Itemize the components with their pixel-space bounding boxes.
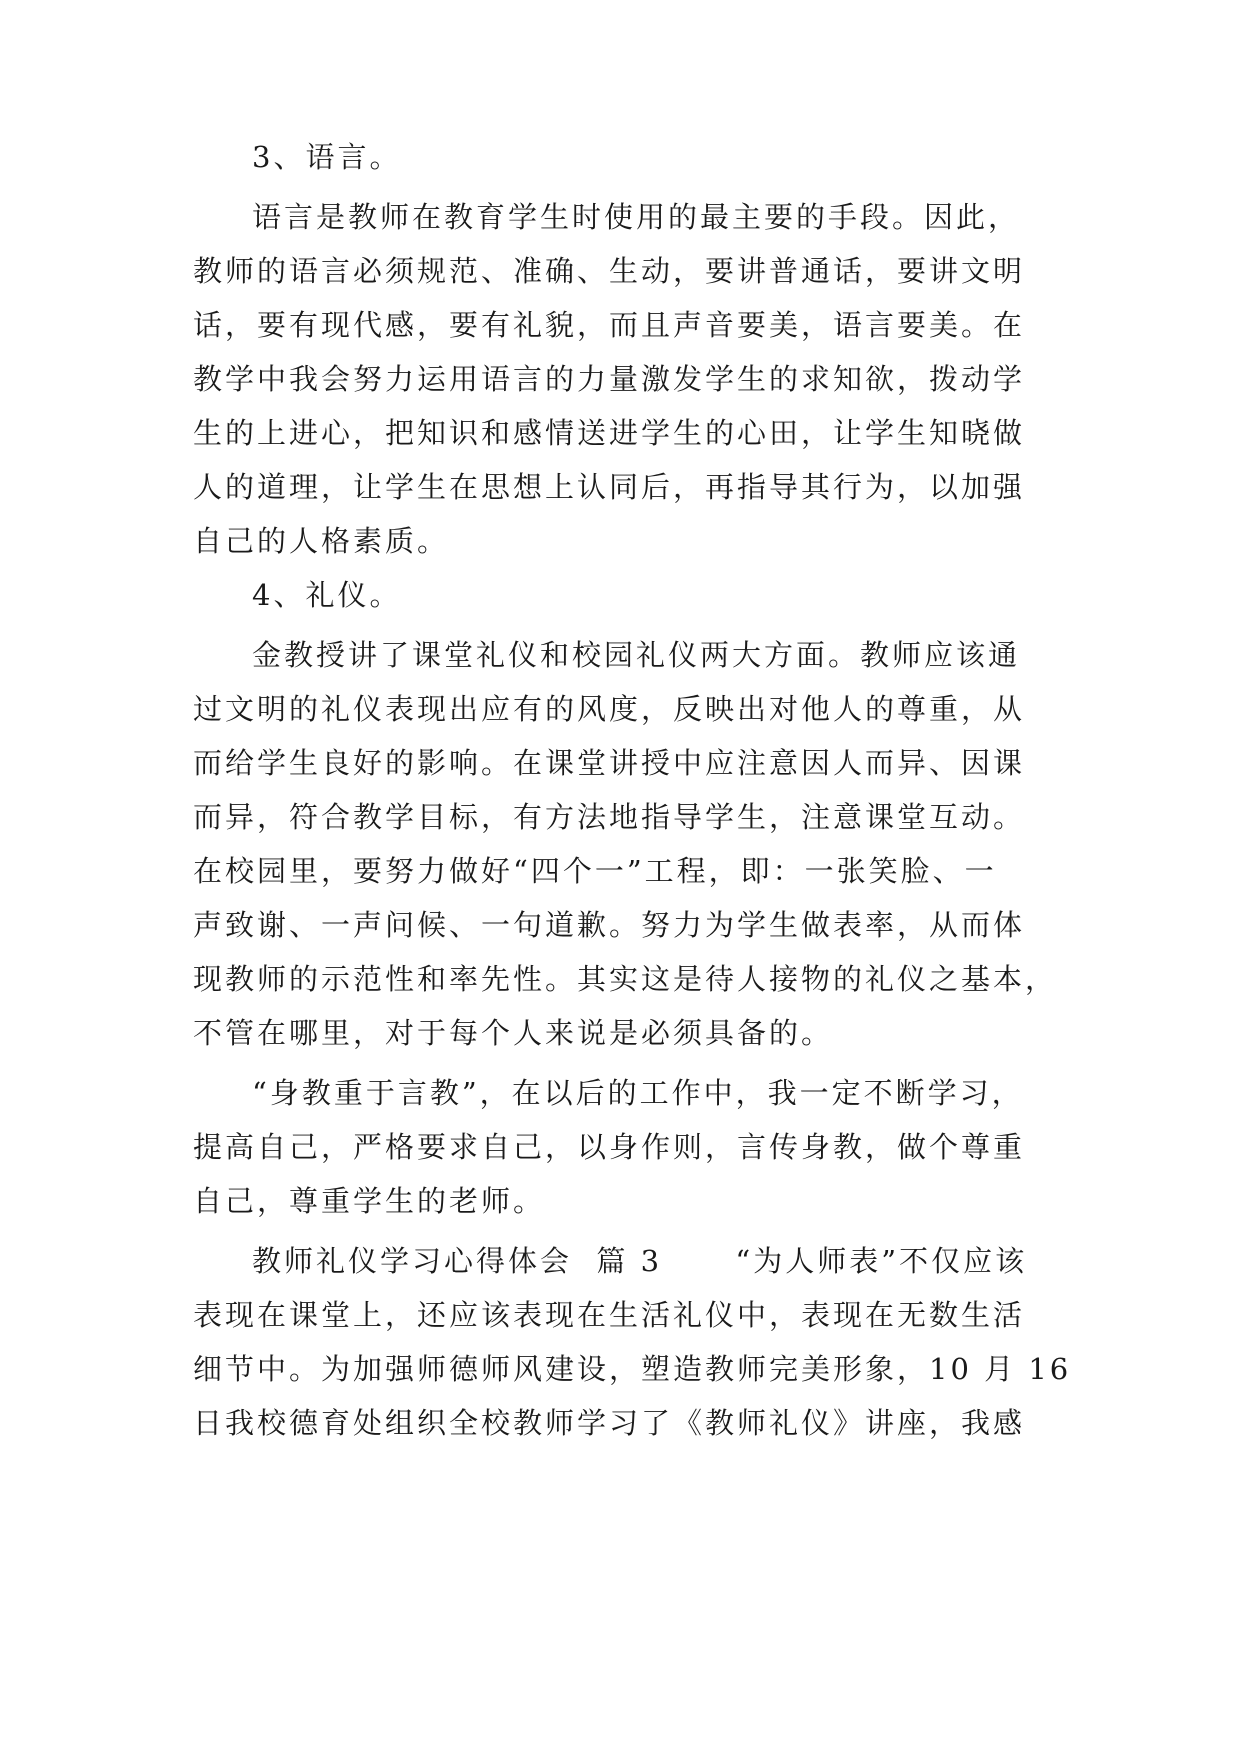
paragraph-line: 语言是教师在教育学生时使用的最主要的手段。因此， (252, 200, 1021, 234)
paragraph-line: 生的上进心，把知识和感情送进学生的心田，让学生知晓做 (193, 416, 1026, 450)
heading-language: 3、语言。 (252, 140, 402, 174)
paragraph-line: 话，要有现代感，要有礼貌，而且声音要美，语言要美。在 (193, 308, 1026, 342)
heading-etiquette: 4、礼仪。 (252, 578, 402, 612)
paragraph-line: 自己，尊重学生的老师。 (193, 1184, 546, 1218)
paragraph-line: 金教授讲了课堂礼仪和校园礼仪两大方面。教师应该通 (252, 638, 1021, 672)
paragraph-line: 而给学生良好的影响。在课堂讲授中应注意因人而异、因课 (193, 746, 1026, 780)
paragraph-line: 教师的语言必须规范、准确、生动，要讲普通话，要讲文明 (193, 254, 1026, 288)
section-title-line: 教师礼仪学习心得体会 篇 3 “为人师表”不仅应该 (252, 1244, 1028, 1278)
paragraph-line: 细节中。为加强师德师风建设，塑造教师完美形象，10 月 16 (193, 1352, 1072, 1386)
paragraph-line: 在校园里，要努力做好“四个一”工程，即：一张笑脸、一 (193, 854, 997, 888)
paragraph-line: 教学中我会努力运用语言的力量激发学生的求知欲，拨动学 (193, 362, 1026, 396)
paragraph-line: 自己的人格素质。 (193, 524, 450, 558)
paragraph-line: 表现在课堂上，还应该表现在生活礼仪中，表现在无数生活 (193, 1298, 1026, 1332)
paragraph-line: 日我校德育处组织全校教师学习了《教师礼仪》讲座，我感 (193, 1406, 1026, 1440)
paragraph-line: 提高自己，严格要求自己，以身作则，言传身教，做个尊重 (193, 1130, 1026, 1164)
paragraph-line: “身教重于言教”，在以后的工作中，我一定不断学习， (252, 1076, 1024, 1110)
paragraph-line: 而异，符合教学目标，有方法地指导学生，注意课堂互动。 (193, 800, 1026, 834)
paragraph-line: 过文明的礼仪表现出应有的风度，反映出对他人的尊重，从 (193, 692, 1026, 726)
paragraph-line: 不管在哪里，对于每个人来说是必须具备的。 (193, 1016, 834, 1050)
paragraph-line: 现教师的示范性和率先性。其实这是待人接物的礼仪之基本， (193, 962, 1058, 996)
paragraph-line: 人的道理，让学生在思想上认同后，再指导其行为，以加强 (193, 470, 1026, 504)
paragraph-line: 声致谢、一声问候、一句道歉。努力为学生做表率，从而体 (193, 908, 1026, 942)
